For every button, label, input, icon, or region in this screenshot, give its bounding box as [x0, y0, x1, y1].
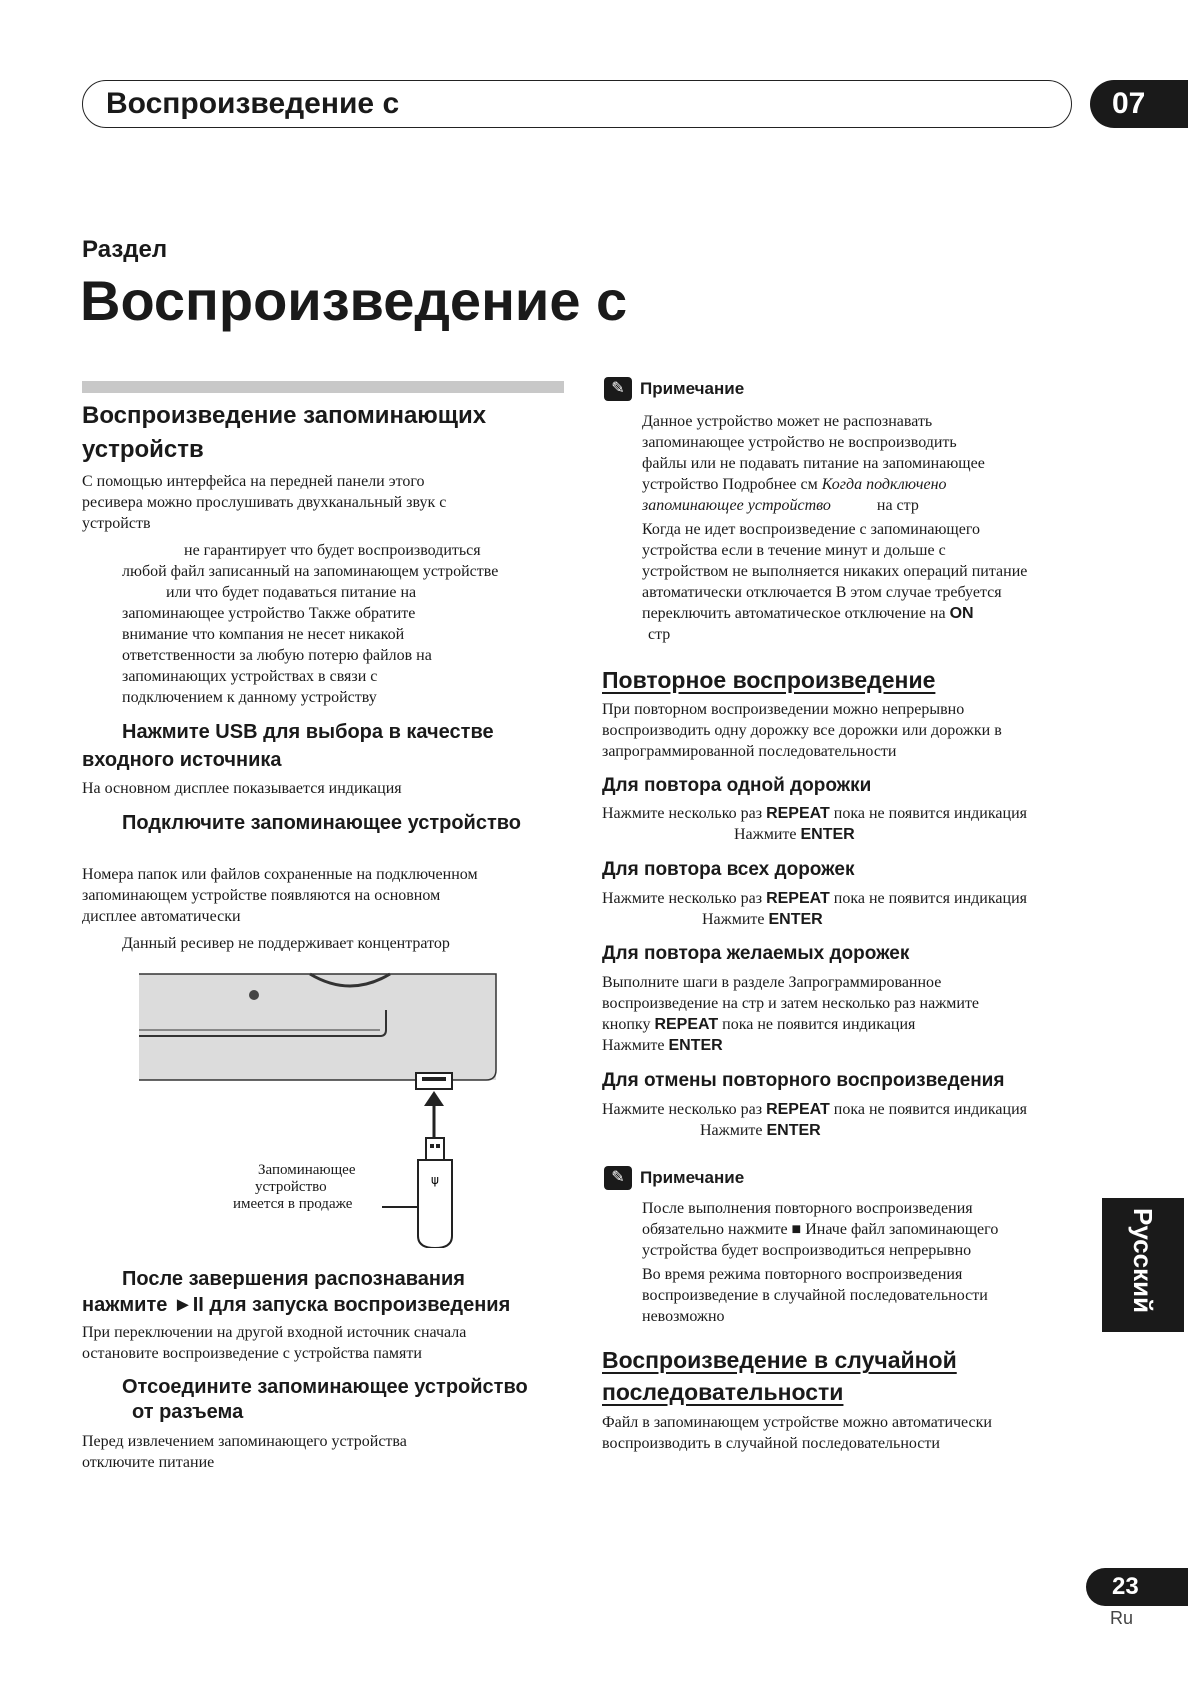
- repeat-key: REPEAT: [766, 890, 830, 907]
- note-line: Данное устройство может не распознавать: [642, 413, 933, 430]
- instruction-text: Нажмите несколько раз: [602, 805, 763, 822]
- repeat-desired-title: Для повтора желаемых дорожек: [602, 943, 910, 964]
- intro-line: ресивера можно прослушивать двухканальный звук с: [82, 494, 447, 511]
- usb-symbol-icon: ψ: [431, 1173, 439, 1187]
- instruction-line: [602, 1014, 915, 1035]
- step2-note: Данный ресивер не поддерживает концентратор: [122, 935, 450, 952]
- repeat-cancel-title: Для отмены повторного воспроизведения: [602, 1070, 1005, 1091]
- instruction-line: [602, 1099, 1027, 1120]
- receiver-panel: [139, 974, 496, 1080]
- figure-caption: имеется в продаже: [233, 1196, 353, 1212]
- step3-text: При переключении на другой входной источник сначала: [82, 1324, 467, 1341]
- on-keyword: ON: [949, 605, 974, 622]
- page-number: 23: [1086, 1568, 1188, 1606]
- enter-key: ENTER: [766, 1122, 821, 1139]
- note-link-text: запоминающее устройство: [642, 497, 831, 514]
- step4-text: отключите питание: [82, 1454, 215, 1471]
- note-line: устройством не выполняется никаких операций питание: [642, 563, 1028, 580]
- step4-title: Отсоедините запоминающее устройство: [122, 1376, 528, 1398]
- instruction-line: [700, 1120, 821, 1141]
- note-label: Примечание: [640, 1168, 745, 1187]
- repeat-intro: запрограммированной последовательности: [602, 743, 897, 760]
- warning-line: или что будет подаваться питание на: [166, 584, 417, 601]
- repeat-key: REPEAT: [654, 1016, 719, 1033]
- warning-line: внимание что компания не несет никакой: [122, 626, 405, 643]
- instruction-text: Нажмите: [702, 911, 765, 928]
- step4-title: от разъема: [132, 1401, 244, 1423]
- language-tab: [1102, 1198, 1184, 1332]
- usb-heading-line1: Воспроизведение запоминающих: [82, 402, 487, 429]
- instruction-text: Нажмите несколько раз: [602, 1101, 763, 1118]
- repeat-intro: При повторном воспроизведении можно непрерывно: [602, 701, 965, 718]
- repeat-key: REPEAT: [766, 805, 830, 822]
- repeat-intro: воспроизводить одну дорожку все дорожки или дорожки в: [602, 722, 1002, 739]
- warning-line: любой файл записанный на запоминающем устройстве: [122, 563, 499, 580]
- instruction-text: Нажмите: [602, 1037, 665, 1054]
- note-line: устройства если в течение минут и дольше с: [642, 542, 946, 559]
- header-title: Воспроизведение с: [106, 87, 400, 120]
- section-label: Раздел: [82, 236, 168, 263]
- figure-caption: Запоминающее: [258, 1162, 356, 1178]
- step2-text: дисплее автоматически: [82, 908, 241, 925]
- pencil-note-icon: ✎: [604, 377, 632, 401]
- intro-line: С помощью интерфейса на передней панели этого: [82, 473, 425, 490]
- note-line: Во время режима повторного воспроизведения: [642, 1266, 963, 1283]
- section-rule: [82, 381, 564, 393]
- note-link-text: Когда подключено: [821, 476, 947, 493]
- step2-text: запоминающем устройстве появляются на основном: [82, 887, 441, 904]
- instruction-text: Нажмите: [700, 1122, 763, 1139]
- note-line: [642, 474, 947, 495]
- instruction-text: пока не появится индикация: [833, 1101, 1027, 1118]
- step3-title: нажмите ►II для запуска воспроизведения: [82, 1294, 511, 1316]
- note-line: воспроизведение в случайной последовательности: [642, 1287, 988, 1304]
- instruction-line: [602, 888, 1027, 909]
- pencil-note-icon: ✎: [604, 1166, 632, 1190]
- step1-text: На основном дисплее показывается индикация: [82, 780, 402, 797]
- intro-line: устройств: [82, 515, 151, 532]
- warning-line: запоминающих устройствах в связи с: [122, 668, 378, 685]
- usb-stick-connector: [426, 1138, 444, 1160]
- instruction-text: Нажмите несколько раз: [602, 890, 763, 907]
- instruction-text: кнопку: [602, 1016, 651, 1033]
- note-line: невозможно: [642, 1308, 725, 1325]
- warning-line: запоминающее устройство Также обратите: [122, 605, 416, 622]
- page-language: Ru: [1110, 1608, 1134, 1628]
- step3-text: остановите воспроизведение с устройства памяти: [82, 1345, 422, 1362]
- random-heading: Воспроизведение в случайной: [602, 1347, 957, 1373]
- instruction-text: пока не появится индикация: [833, 890, 1027, 907]
- enter-key: ENTER: [768, 911, 823, 928]
- note-text: устройство Подробнее см: [642, 476, 818, 493]
- note-label: Примечание: [640, 379, 745, 398]
- instruction-text: пока не появится индикация: [833, 805, 1027, 822]
- chapter-badge: 07: [1090, 80, 1188, 128]
- indicator-dot: [249, 990, 259, 1000]
- random-text: воспроизводить в случайной последовательности: [602, 1435, 940, 1452]
- enter-key: ENTER: [800, 826, 855, 843]
- figure-caption: устройство: [255, 1179, 327, 1195]
- step2-title: Подключите запоминающее устройство: [122, 812, 522, 834]
- step1-title: входного источника: [82, 749, 282, 771]
- instruction-line: воспроизведение на стр и затем несколько раз нажмите: [602, 995, 980, 1012]
- note-text: на стр: [876, 497, 919, 514]
- instruction-text: Нажмите: [734, 826, 797, 843]
- repeat-heading: Повторное воспроизведение: [602, 667, 936, 693]
- instruction-line: [602, 803, 1027, 824]
- note-line: [642, 495, 919, 516]
- note-line: стр: [648, 626, 671, 643]
- usb-heading-line2: устройств: [82, 436, 204, 463]
- step1-title: Нажмите USB для выбора в качестве: [122, 721, 494, 743]
- instruction-line: [602, 1035, 723, 1056]
- repeat-key: REPEAT: [766, 1101, 830, 1118]
- note-line: запоминающее устройство не воспроизводить: [642, 434, 957, 451]
- instruction-text: пока не появится индикация: [722, 1016, 916, 1033]
- random-text: Файл в запоминающем устройстве можно автоматически: [602, 1414, 992, 1431]
- warning-line: ответственности за любую потерю файлов на: [122, 647, 432, 664]
- note-line: обязательно нажмите ■ Иначе файл запоминающего: [642, 1221, 999, 1238]
- note-line: автоматически отключается В этом случае требуется: [642, 584, 1002, 601]
- page-title: Воспроизведение с: [80, 269, 628, 332]
- step2-text: Номера папок или файлов сохраненные на подключенном: [82, 866, 478, 883]
- language-tab-label: Русский: [1128, 1208, 1158, 1314]
- instruction-line: Выполните шаги в разделе Запрограммированное: [602, 974, 942, 991]
- note-line: Когда не идет воспроизведение с запоминающего: [642, 521, 981, 538]
- repeat-one-title: Для повтора одной дорожки: [602, 775, 872, 796]
- warning-line: подключением к данному устройству: [122, 689, 377, 706]
- step3-title: После завершения распознавания: [122, 1268, 465, 1290]
- repeat-all-title: Для повтора всех дорожек: [602, 859, 855, 880]
- instruction-line: [702, 909, 823, 930]
- note-text: переключить автоматическое отключение на: [642, 605, 946, 622]
- random-heading: последовательности: [602, 1379, 844, 1405]
- note-line: [642, 603, 974, 624]
- instruction-line: [734, 824, 855, 845]
- note-line: файлы или не подавать питание на запоминающее: [642, 455, 985, 472]
- note-line: устройства будет воспроизводиться непрерывно: [642, 1242, 972, 1259]
- enter-key: ENTER: [668, 1037, 723, 1054]
- step4-text: Перед извлечением запоминающего устройства: [82, 1433, 407, 1450]
- note-line: После выполнения повторного воспроизведения: [642, 1200, 973, 1217]
- warning-line: не гарантирует что будет воспроизводиться: [184, 542, 481, 559]
